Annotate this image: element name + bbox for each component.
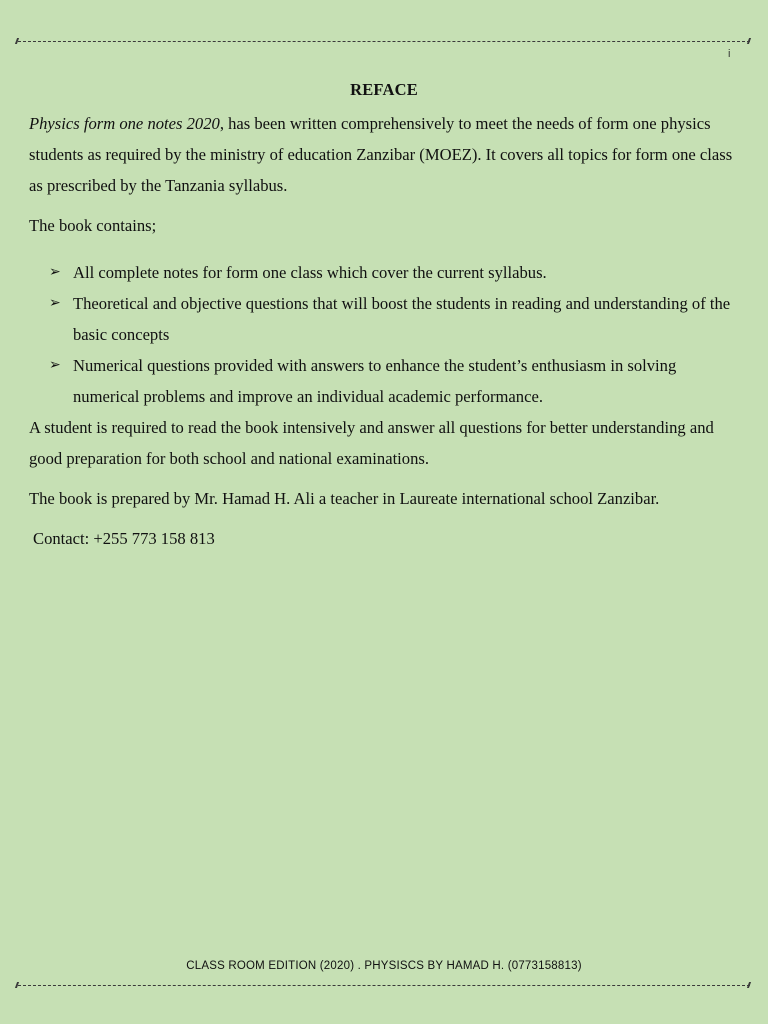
contents-bullet-list bbox=[29, 257, 741, 412]
top-rule-right-tick bbox=[747, 38, 751, 44]
list-item-text: All complete notes for form one class which cover the current syllabus. bbox=[73, 263, 547, 282]
arrow-bullet-icon: ➢ bbox=[49, 295, 61, 311]
bottom-dashed-rule bbox=[18, 985, 750, 986]
list-item bbox=[29, 257, 741, 288]
list-item-text: Numerical questions provided with answers to enhance the student’s enthusiasm in solving numerical problems and improve an individual academic performance. bbox=[73, 356, 677, 406]
bottom-rule-right-tick bbox=[747, 982, 751, 988]
intro-paragraph bbox=[29, 108, 741, 201]
book-title-italic: Physics form one notes 2020 bbox=[29, 114, 220, 133]
page-footer: CLASS ROOM EDITION (2020) . PHYSISCS BY HAMAD H. (0773158813) bbox=[186, 960, 582, 972]
page-title: REFACE bbox=[350, 80, 418, 99]
contact-line: Contact: +255 773 158 813 bbox=[33, 529, 215, 548]
arrow-bullet-icon: ➢ bbox=[49, 264, 61, 280]
page-number: i bbox=[728, 48, 731, 60]
top-dashed-rule bbox=[18, 41, 750, 42]
requirement-paragraph: A student is required to read the book intensively and answer all questions for better understanding and good preparation for both school and national examinations. bbox=[29, 418, 714, 468]
list-item bbox=[29, 288, 741, 350]
intro-text: , has been written comprehensively to meet the needs of form one physics students as required by the ministry of education Zanzibar (MOEZ). It covers all topics for form one class as prescribed by the Tanzania syllabus. bbox=[29, 114, 733, 195]
prepared-by-paragraph: The book is prepared by Mr. Hamad H. Ali a teacher in Laureate international school Zanzibar. bbox=[29, 489, 660, 508]
document-body bbox=[29, 108, 741, 554]
arrow-bullet-icon: ➢ bbox=[49, 357, 61, 373]
contains-label: The book contains; bbox=[29, 216, 157, 235]
list-item-text: Theoretical and objective questions that will boost the students in reading and understanding of the basic concepts bbox=[73, 294, 731, 344]
list-item bbox=[29, 350, 741, 412]
